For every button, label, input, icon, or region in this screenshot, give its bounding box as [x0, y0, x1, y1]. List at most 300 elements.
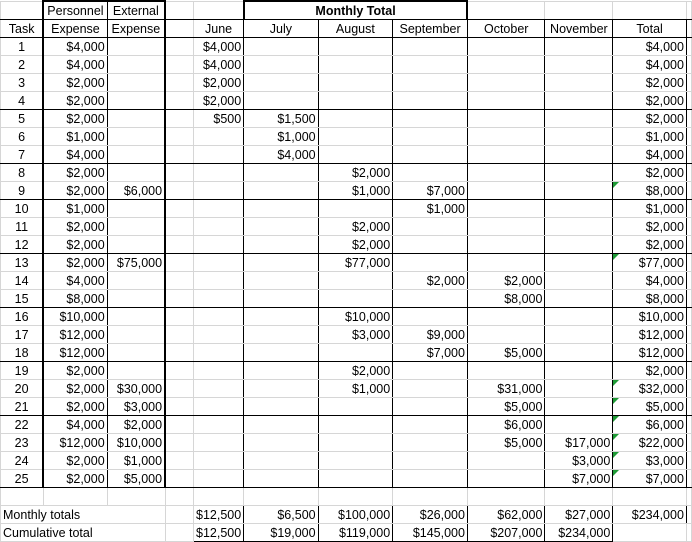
- empty-cell[interactable]: [686, 488, 691, 506]
- october-cell[interactable]: [467, 470, 545, 488]
- header-monthly-total[interactable]: Monthly Total: [244, 1, 468, 20]
- task-number[interactable]: 20: [1, 380, 44, 398]
- empty-cell[interactable]: [686, 416, 691, 434]
- task-number[interactable]: 3: [1, 74, 44, 92]
- empty-cell[interactable]: [686, 434, 691, 452]
- september-cell[interactable]: [393, 398, 468, 416]
- empty-cell[interactable]: [165, 290, 193, 308]
- september-cell[interactable]: [393, 236, 468, 254]
- total-cell[interactable]: $4,000: [613, 272, 687, 290]
- august-cell[interactable]: [318, 398, 393, 416]
- august-cell[interactable]: [318, 92, 393, 110]
- personnel-expense-cell[interactable]: $10,000: [43, 308, 107, 326]
- november-cell[interactable]: [545, 56, 613, 74]
- external-expense-cell[interactable]: $3,000: [107, 398, 165, 416]
- empty-cell[interactable]: [686, 290, 691, 308]
- june-cell[interactable]: [194, 326, 244, 344]
- july-cell[interactable]: [244, 416, 318, 434]
- october-cell[interactable]: $2,000: [467, 272, 545, 290]
- header-month-august[interactable]: August: [318, 20, 393, 38]
- personnel-expense-cell[interactable]: $2,000: [43, 452, 107, 470]
- august-cell[interactable]: $2,000: [318, 362, 393, 380]
- june-cell[interactable]: [194, 164, 244, 182]
- header-total[interactable]: Total: [613, 20, 687, 38]
- october-cell[interactable]: [467, 452, 545, 470]
- personnel-expense-cell[interactable]: $12,000: [43, 434, 107, 452]
- november-cell[interactable]: [545, 38, 613, 56]
- september-cell[interactable]: [393, 146, 468, 164]
- october-cell[interactable]: [467, 236, 545, 254]
- june-cell[interactable]: [194, 398, 244, 416]
- cumulative-june[interactable]: $12,500: [194, 524, 244, 542]
- total-cell[interactable]: $12,000: [613, 326, 687, 344]
- august-cell[interactable]: [318, 56, 393, 74]
- july-cell[interactable]: [244, 434, 318, 452]
- june-cell[interactable]: [194, 416, 244, 434]
- empty-cell[interactable]: [686, 344, 691, 362]
- november-cell[interactable]: [545, 290, 613, 308]
- external-expense-cell[interactable]: $2,000: [107, 416, 165, 434]
- july-cell[interactable]: [244, 92, 318, 110]
- header-external[interactable]: External: [107, 1, 165, 20]
- total-cell[interactable]: $3,000: [613, 452, 687, 470]
- july-cell[interactable]: [244, 398, 318, 416]
- total-cell[interactable]: $2,000: [613, 218, 687, 236]
- personnel-expense-cell[interactable]: $8,000: [43, 290, 107, 308]
- august-cell[interactable]: [318, 344, 393, 362]
- total-cell[interactable]: $2,000: [613, 236, 687, 254]
- empty-cell[interactable]: [686, 110, 691, 128]
- external-expense-cell[interactable]: [107, 344, 165, 362]
- august-cell[interactable]: [318, 110, 393, 128]
- july-cell[interactable]: [244, 200, 318, 218]
- september-cell[interactable]: [393, 380, 468, 398]
- personnel-expense-cell[interactable]: $4,000: [43, 56, 107, 74]
- june-cell[interactable]: $2,000: [194, 92, 244, 110]
- august-cell[interactable]: [318, 38, 393, 56]
- monthly-total-november[interactable]: $27,000: [545, 506, 613, 524]
- empty-cell[interactable]: [686, 56, 691, 74]
- june-cell[interactable]: [194, 380, 244, 398]
- june-cell[interactable]: [194, 308, 244, 326]
- august-cell[interactable]: $2,000: [318, 236, 393, 254]
- june-cell[interactable]: [194, 290, 244, 308]
- personnel-expense-cell[interactable]: $2,000: [43, 110, 107, 128]
- september-cell[interactable]: $7,000: [393, 344, 468, 362]
- external-expense-cell[interactable]: $10,000: [107, 434, 165, 452]
- header-month-november[interactable]: November: [545, 20, 613, 38]
- september-cell[interactable]: [393, 38, 468, 56]
- total-cell[interactable]: $4,000: [613, 146, 687, 164]
- october-cell[interactable]: $31,000: [467, 380, 545, 398]
- external-expense-cell[interactable]: [107, 146, 165, 164]
- empty-cell[interactable]: [686, 164, 691, 182]
- empty-cell[interactable]: [194, 488, 244, 506]
- total-cell[interactable]: $2,000: [613, 164, 687, 182]
- personnel-expense-cell[interactable]: $4,000: [43, 38, 107, 56]
- july-cell[interactable]: $1,000: [244, 128, 318, 146]
- header-task[interactable]: Task: [1, 20, 44, 38]
- september-cell[interactable]: $1,000: [393, 200, 468, 218]
- empty-cell[interactable]: [165, 308, 193, 326]
- task-number[interactable]: 22: [1, 416, 44, 434]
- october-cell[interactable]: [467, 56, 545, 74]
- personnel-expense-cell[interactable]: $2,000: [43, 92, 107, 110]
- october-cell[interactable]: [467, 200, 545, 218]
- empty-cell[interactable]: [165, 434, 193, 452]
- external-expense-cell[interactable]: [107, 200, 165, 218]
- external-expense-cell[interactable]: [107, 290, 165, 308]
- header-external-expense[interactable]: Expense: [107, 20, 165, 38]
- external-expense-cell[interactable]: [107, 74, 165, 92]
- personnel-expense-cell[interactable]: $4,000: [43, 272, 107, 290]
- june-cell[interactable]: [194, 128, 244, 146]
- october-cell[interactable]: [467, 326, 545, 344]
- august-cell[interactable]: [318, 416, 393, 434]
- empty-cell[interactable]: [165, 344, 193, 362]
- june-cell[interactable]: [194, 182, 244, 200]
- september-cell[interactable]: [393, 110, 468, 128]
- header-cell[interactable]: [1, 1, 44, 20]
- task-number[interactable]: 1: [1, 38, 44, 56]
- october-cell[interactable]: [467, 74, 545, 92]
- task-number[interactable]: 8: [1, 164, 44, 182]
- external-expense-cell[interactable]: $6,000: [107, 182, 165, 200]
- october-cell[interactable]: [467, 308, 545, 326]
- monthly-totals-label[interactable]: Monthly totals: [1, 506, 166, 524]
- empty-cell[interactable]: [165, 182, 193, 200]
- october-cell[interactable]: [467, 218, 545, 236]
- july-cell[interactable]: [244, 164, 318, 182]
- august-cell[interactable]: [318, 470, 393, 488]
- september-cell[interactable]: [393, 74, 468, 92]
- july-cell[interactable]: [244, 218, 318, 236]
- june-cell[interactable]: [194, 434, 244, 452]
- total-cell[interactable]: $6,000: [613, 416, 687, 434]
- monthly-total-october[interactable]: $62,000: [467, 506, 545, 524]
- header-month-june[interactable]: June: [194, 20, 244, 38]
- october-cell[interactable]: $6,000: [467, 416, 545, 434]
- task-number[interactable]: 11: [1, 218, 44, 236]
- november-cell[interactable]: [545, 200, 613, 218]
- header-personnel[interactable]: Personnel: [43, 1, 107, 20]
- august-cell[interactable]: $3,000: [318, 326, 393, 344]
- task-number[interactable]: 2: [1, 56, 44, 74]
- september-cell[interactable]: [393, 164, 468, 182]
- empty-cell[interactable]: [686, 38, 691, 56]
- task-number[interactable]: 5: [1, 110, 44, 128]
- november-cell[interactable]: [545, 362, 613, 380]
- october-cell[interactable]: [467, 362, 545, 380]
- november-cell[interactable]: [545, 272, 613, 290]
- august-cell[interactable]: $77,000: [318, 254, 393, 272]
- external-expense-cell[interactable]: [107, 308, 165, 326]
- november-cell[interactable]: [545, 236, 613, 254]
- external-expense-cell[interactable]: [107, 362, 165, 380]
- empty-cell[interactable]: [686, 452, 691, 470]
- july-cell[interactable]: [244, 182, 318, 200]
- header-cell[interactable]: [467, 1, 545, 20]
- empty-cell[interactable]: [165, 488, 193, 506]
- september-cell[interactable]: [393, 452, 468, 470]
- total-cell[interactable]: $32,000: [613, 380, 687, 398]
- october-cell[interactable]: $8,000: [467, 290, 545, 308]
- november-cell[interactable]: [545, 326, 613, 344]
- external-expense-cell[interactable]: $30,000: [107, 380, 165, 398]
- empty-cell[interactable]: [165, 164, 193, 182]
- july-cell[interactable]: [244, 254, 318, 272]
- personnel-expense-cell[interactable]: $2,000: [43, 380, 107, 398]
- november-cell[interactable]: [545, 128, 613, 146]
- june-cell[interactable]: [194, 272, 244, 290]
- task-number[interactable]: 6: [1, 128, 44, 146]
- empty-cell[interactable]: [165, 236, 193, 254]
- empty-cell[interactable]: [467, 488, 545, 506]
- october-cell[interactable]: [467, 254, 545, 272]
- personnel-expense-cell[interactable]: $1,000: [43, 200, 107, 218]
- october-cell[interactable]: [467, 146, 545, 164]
- task-number[interactable]: 13: [1, 254, 44, 272]
- august-cell[interactable]: [318, 200, 393, 218]
- november-cell[interactable]: [545, 218, 613, 236]
- empty-cell[interactable]: [165, 128, 193, 146]
- task-number[interactable]: 18: [1, 344, 44, 362]
- empty-cell[interactable]: [686, 146, 691, 164]
- cumulative-august[interactable]: $119,000: [318, 524, 393, 542]
- header-month-september[interactable]: September: [393, 20, 468, 38]
- october-cell[interactable]: [467, 92, 545, 110]
- june-cell[interactable]: $4,000: [194, 56, 244, 74]
- empty-cell[interactable]: [165, 56, 193, 74]
- june-cell[interactable]: [194, 254, 244, 272]
- personnel-expense-cell[interactable]: $4,000: [43, 146, 107, 164]
- november-cell[interactable]: $7,000: [545, 470, 613, 488]
- empty-cell[interactable]: [244, 488, 318, 506]
- empty-cell[interactable]: [686, 74, 691, 92]
- july-cell[interactable]: $4,000: [244, 146, 318, 164]
- august-cell[interactable]: [318, 128, 393, 146]
- empty-cell[interactable]: [165, 416, 193, 434]
- november-cell[interactable]: [545, 182, 613, 200]
- empty-cell[interactable]: [165, 362, 193, 380]
- june-cell[interactable]: [194, 236, 244, 254]
- empty-cell[interactable]: [165, 272, 193, 290]
- september-cell[interactable]: [393, 218, 468, 236]
- september-cell[interactable]: [393, 254, 468, 272]
- total-cell[interactable]: $77,000: [613, 254, 687, 272]
- external-expense-cell[interactable]: $1,000: [107, 452, 165, 470]
- july-cell[interactable]: $1,500: [244, 110, 318, 128]
- total-cell[interactable]: $1,000: [613, 128, 687, 146]
- external-expense-cell[interactable]: [107, 272, 165, 290]
- empty-cell[interactable]: [165, 452, 193, 470]
- total-cell[interactable]: $4,000: [613, 56, 687, 74]
- november-cell[interactable]: [545, 254, 613, 272]
- august-cell[interactable]: $2,000: [318, 164, 393, 182]
- external-expense-cell[interactable]: [107, 164, 165, 182]
- task-number[interactable]: 4: [1, 92, 44, 110]
- empty-cell[interactable]: [686, 362, 691, 380]
- empty-cell[interactable]: [686, 470, 691, 488]
- november-cell[interactable]: [545, 146, 613, 164]
- august-cell[interactable]: $2,000: [318, 218, 393, 236]
- empty-cell[interactable]: [686, 200, 691, 218]
- september-cell[interactable]: [393, 470, 468, 488]
- task-number[interactable]: 14: [1, 272, 44, 290]
- october-cell[interactable]: [467, 38, 545, 56]
- october-cell[interactable]: [467, 128, 545, 146]
- empty-cell[interactable]: [43, 488, 107, 506]
- empty-cell[interactable]: [613, 524, 687, 542]
- task-number[interactable]: 19: [1, 362, 44, 380]
- cumulative-october[interactable]: $207,000: [467, 524, 545, 542]
- august-cell[interactable]: [318, 272, 393, 290]
- july-cell[interactable]: [244, 38, 318, 56]
- personnel-expense-cell[interactable]: $2,000: [43, 236, 107, 254]
- september-cell[interactable]: [393, 308, 468, 326]
- november-cell[interactable]: [545, 92, 613, 110]
- june-cell[interactable]: $2,000: [194, 74, 244, 92]
- personnel-expense-cell[interactable]: $2,000: [43, 218, 107, 236]
- empty-cell[interactable]: [686, 308, 691, 326]
- empty-cell[interactable]: [686, 128, 691, 146]
- november-cell[interactable]: [545, 416, 613, 434]
- november-cell[interactable]: [545, 110, 613, 128]
- monthly-total-july[interactable]: $6,500: [244, 506, 318, 524]
- empty-cell[interactable]: [165, 470, 193, 488]
- july-cell[interactable]: [244, 290, 318, 308]
- personnel-expense-cell[interactable]: $12,000: [43, 344, 107, 362]
- total-cell[interactable]: $4,000: [613, 38, 687, 56]
- total-cell[interactable]: $2,000: [613, 362, 687, 380]
- external-expense-cell[interactable]: $75,000: [107, 254, 165, 272]
- external-expense-cell[interactable]: [107, 218, 165, 236]
- monthly-total-june[interactable]: $12,500: [194, 506, 244, 524]
- june-cell[interactable]: [194, 470, 244, 488]
- empty-cell[interactable]: [686, 524, 691, 542]
- total-cell[interactable]: $2,000: [613, 92, 687, 110]
- september-cell[interactable]: [393, 56, 468, 74]
- june-cell[interactable]: [194, 218, 244, 236]
- task-number[interactable]: 10: [1, 200, 44, 218]
- october-cell[interactable]: $5,000: [467, 398, 545, 416]
- external-expense-cell[interactable]: [107, 92, 165, 110]
- external-expense-cell[interactable]: [107, 236, 165, 254]
- september-cell[interactable]: [393, 128, 468, 146]
- personnel-expense-cell[interactable]: $12,000: [43, 326, 107, 344]
- empty-cell[interactable]: [686, 272, 691, 290]
- july-cell[interactable]: [244, 470, 318, 488]
- monthly-total-grand[interactable]: $234,000: [613, 506, 687, 524]
- november-cell[interactable]: [545, 74, 613, 92]
- empty-cell[interactable]: [165, 200, 193, 218]
- august-cell[interactable]: [318, 434, 393, 452]
- header-cell[interactable]: [686, 1, 691, 20]
- empty-cell[interactable]: [686, 326, 691, 344]
- september-cell[interactable]: [393, 434, 468, 452]
- empty-cell[interactable]: [1, 488, 44, 506]
- september-cell[interactable]: $2,000: [393, 272, 468, 290]
- header-cell[interactable]: [545, 1, 613, 20]
- task-number[interactable]: 24: [1, 452, 44, 470]
- november-cell[interactable]: $17,000: [545, 434, 613, 452]
- header-personnel-expense[interactable]: Expense: [43, 20, 107, 38]
- june-cell[interactable]: [194, 146, 244, 164]
- task-number[interactable]: 15: [1, 290, 44, 308]
- monthly-total-august[interactable]: $100,000: [318, 506, 393, 524]
- september-cell[interactable]: [393, 92, 468, 110]
- september-cell[interactable]: [393, 290, 468, 308]
- november-cell[interactable]: [545, 344, 613, 362]
- empty-cell[interactable]: [165, 74, 193, 92]
- june-cell[interactable]: $500: [194, 110, 244, 128]
- september-cell[interactable]: $9,000: [393, 326, 468, 344]
- personnel-expense-cell[interactable]: $2,000: [43, 362, 107, 380]
- october-cell[interactable]: [467, 164, 545, 182]
- october-cell[interactable]: [467, 110, 545, 128]
- total-cell[interactable]: $7,000: [613, 470, 687, 488]
- header-month-july[interactable]: July: [244, 20, 318, 38]
- empty-cell[interactable]: [686, 92, 691, 110]
- task-number[interactable]: 16: [1, 308, 44, 326]
- total-cell[interactable]: $2,000: [613, 74, 687, 92]
- task-number[interactable]: 7: [1, 146, 44, 164]
- task-number[interactable]: 23: [1, 434, 44, 452]
- august-cell[interactable]: [318, 290, 393, 308]
- task-number[interactable]: 21: [1, 398, 44, 416]
- july-cell[interactable]: [244, 74, 318, 92]
- november-cell[interactable]: $3,000: [545, 452, 613, 470]
- personnel-expense-cell[interactable]: $2,000: [43, 182, 107, 200]
- november-cell[interactable]: [545, 398, 613, 416]
- total-cell[interactable]: $8,000: [613, 290, 687, 308]
- header-cell[interactable]: [686, 20, 691, 38]
- external-expense-cell[interactable]: [107, 56, 165, 74]
- june-cell[interactable]: $4,000: [194, 38, 244, 56]
- cumulative-september[interactable]: $145,000: [393, 524, 468, 542]
- task-number[interactable]: 17: [1, 326, 44, 344]
- empty-cell[interactable]: [107, 488, 165, 506]
- empty-cell[interactable]: [545, 488, 613, 506]
- personnel-expense-cell[interactable]: $4,000: [43, 416, 107, 434]
- header-cell[interactable]: [613, 1, 687, 20]
- personnel-expense-cell[interactable]: $2,000: [43, 164, 107, 182]
- empty-cell[interactable]: [318, 488, 393, 506]
- total-cell[interactable]: $2,000: [613, 110, 687, 128]
- empty-cell[interactable]: [165, 38, 193, 56]
- empty-cell[interactable]: [393, 488, 468, 506]
- july-cell[interactable]: [244, 236, 318, 254]
- empty-cell[interactable]: [165, 254, 193, 272]
- october-cell[interactable]: $5,000: [467, 434, 545, 452]
- monthly-total-september[interactable]: $26,000: [393, 506, 468, 524]
- total-cell[interactable]: $5,000: [613, 398, 687, 416]
- august-cell[interactable]: [318, 74, 393, 92]
- cumulative-total-label[interactable]: Cumulative total: [1, 524, 166, 542]
- total-cell[interactable]: $1,000: [613, 200, 687, 218]
- july-cell[interactable]: [244, 452, 318, 470]
- empty-cell[interactable]: [686, 380, 691, 398]
- empty-cell[interactable]: [686, 398, 691, 416]
- june-cell[interactable]: [194, 452, 244, 470]
- june-cell[interactable]: [194, 200, 244, 218]
- empty-cell[interactable]: [165, 218, 193, 236]
- external-expense-cell[interactable]: $5,000: [107, 470, 165, 488]
- empty-cell[interactable]: [686, 218, 691, 236]
- personnel-expense-cell[interactable]: $2,000: [43, 74, 107, 92]
- header-month-october[interactable]: October: [467, 20, 545, 38]
- empty-cell[interactable]: [165, 92, 193, 110]
